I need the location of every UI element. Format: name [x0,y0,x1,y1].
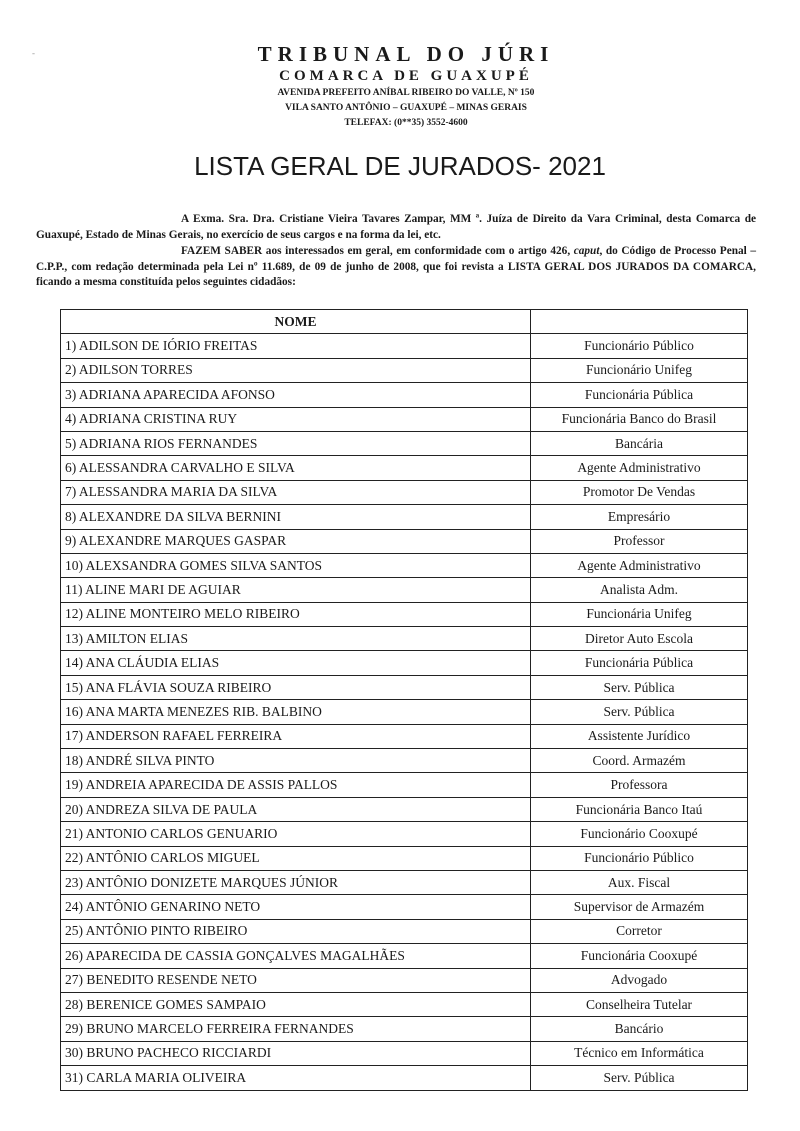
juror-name: 19) ANDREIA APARECIDA DE ASSIS PALLOS [61,773,531,797]
table-row [61,1017,748,1041]
table-row [61,358,748,382]
jurors-table [60,309,748,1091]
juror-name: 3) ADRIANA APARECIDA AFONSO [61,383,531,407]
table-row [61,383,748,407]
juror-occupation: Técnico em Informática [531,1041,748,1065]
table-row [61,553,748,577]
juror-occupation: Promotor De Vendas [531,480,748,504]
juror-name: 20) ANDREZA SILVA DE PAULA [61,797,531,821]
juror-name: 13) AMILTON ELIAS [61,627,531,651]
juror-name: 24) ANTÔNIO GENARINO NETO [61,895,531,919]
table-row [61,870,748,894]
juror-name: 9) ALEXANDRE MARQUES GASPAR [61,529,531,553]
district-name: COMARCA DE GUAXUPÉ [279,68,533,84]
juror-name: 14) ANA CLÁUDIA ELIAS [61,651,531,675]
table-row [61,602,748,626]
scan-speck: - [32,48,35,58]
juror-occupation: Corretor [531,919,748,943]
juror-occupation: Bancária [531,431,748,455]
juror-name: 22) ANTÔNIO CARLOS MIGUEL [61,846,531,870]
juror-name: 17) ANDERSON RAFAEL FERREIRA [61,724,531,748]
juror-occupation: Funcionário Público [531,334,748,358]
table-row [61,407,748,431]
table-row [61,968,748,992]
juror-occupation: Empresário [531,505,748,529]
juror-name: 23) ANTÔNIO DONIZETE MARQUES JÚNIOR [61,870,531,894]
juror-occupation: Funcionário Cooxupé [531,822,748,846]
table-row [61,431,748,455]
juror-occupation: Funcionária Banco Itaú [531,797,748,821]
juror-occupation: Supervisor de Armazém [531,895,748,919]
document-title: LISTA GERAL DE JURADOS- 2021 [194,151,606,181]
address-line: AVENIDA PREFEITO ANÍBAL RIBEIRO DO VALLE, Nº 150 [277,88,535,98]
table-row [61,797,748,821]
juror-name: 4) ADRIANA CRISTINA RUY [61,407,531,431]
court-name: TRIBUNAL DO JÚRI [257,42,555,66]
juror-occupation: Aux. Fiscal [531,870,748,894]
juror-occupation: Agente Administrativo [531,456,748,480]
juror-occupation: Professor [531,529,748,553]
table-row [61,724,748,748]
juror-occupation: Assistente Jurídico [531,724,748,748]
table-row [61,944,748,968]
table-header-row [61,310,748,334]
juror-occupation: Professora [531,773,748,797]
juror-occupation: Serv. Pública [531,675,748,699]
juror-occupation: Serv. Pública [531,700,748,724]
juror-name: 16) ANA MARTA MENEZES RIB. BALBINO [61,700,531,724]
juror-name: 10) ALEXSANDRA GOMES SILVA SANTOS [61,553,531,577]
column-header-occupation [531,310,748,334]
juror-occupation: Advogado [531,968,748,992]
table-row [61,1066,748,1090]
court-header [0,42,800,131]
juror-occupation: Coord. Armazém [531,749,748,773]
juror-name: 11) ALINE MARI DE AGUIAR [61,578,531,602]
juror-occupation: Funcionária Pública [531,383,748,407]
address-city: VILA SANTO ANTÔNIO – GUAXUPÉ – MINAS GERAIS [285,103,527,113]
juror-occupation: Agente Administrativo [531,553,748,577]
juror-name: 21) ANTONIO CARLOS GENUARIO [61,822,531,846]
juror-name: 26) APARECIDA DE CASSIA GONÇALVES MAGALHÃES [61,944,531,968]
table-row [61,505,748,529]
table-row [61,529,748,553]
juror-name: 18) ANDRÉ SILVA PINTO [61,749,531,773]
juror-occupation: Analista Adm. [531,578,748,602]
table-row [61,992,748,1016]
table-row [61,456,748,480]
table-row [61,627,748,651]
notice-paragraph: FAZEM SABER aos interessados em geral, em conformidade com o artigo 426, caput, do Código de Processo Penal – C.P.P., com redação determinada pela Lei nº 11.689, de 09 de junho de 2008, que foi revista a LISTA GERAL DOS JURADOS DA COMARCA, ficando a mesma constituída pelos seguintes cidadãos: [36,245,757,288]
juror-name: 28) BERENICE GOMES SAMPAIO [61,992,531,1016]
juror-name: 29) BRUNO MARCELO FERREIRA FERNANDES [61,1017,531,1041]
juror-name: 2) ADILSON TORRES [61,358,531,382]
juror-name: 5) ADRIANA RIOS FERNANDES [61,431,531,455]
juror-name: 15) ANA FLÁVIA SOUZA RIBEIRO [61,675,531,699]
table-row [61,675,748,699]
table-row [61,822,748,846]
table-row [61,334,748,358]
table-row [61,651,748,675]
juror-occupation: Conselheira Tutelar [531,992,748,1016]
table-row [61,846,748,870]
juror-name: 25) ANTÔNIO PINTO RIBEIRO [61,919,531,943]
juror-name: 31) CARLA MARIA OLIVEIRA [61,1066,531,1090]
table-row [61,895,748,919]
table-row [61,578,748,602]
juror-occupation: Bancário [531,1017,748,1041]
juror-name: 1) ADILSON DE IÓRIO FREITAS [61,334,531,358]
juror-occupation: Funcionário Público [531,846,748,870]
juror-name: 8) ALEXANDRE DA SILVA BERNINI [61,505,531,529]
table-row [61,700,748,724]
table-row [61,773,748,797]
table-row [61,749,748,773]
juror-occupation: Funcionária Unifeg [531,602,748,626]
notice-strong: FAZEM SABER [181,245,263,257]
table-row [61,919,748,943]
juror-occupation: Funcionária Cooxupé [531,944,748,968]
column-header-name: NOME [61,310,531,334]
juror-name: 7) ALESSANDRA MARIA DA SILVA [61,480,531,504]
juror-name: 6) ALESSANDRA CARVALHO E SILVA [61,456,531,480]
juror-occupation: Diretor Auto Escola [531,627,748,651]
juror-occupation: Funcionária Banco do Brasil [531,407,748,431]
table-row [61,1041,748,1065]
juror-occupation: Serv. Pública [531,1066,748,1090]
juror-name: 27) BENEDITO RESENDE NETO [61,968,531,992]
juror-name: 12) ALINE MONTEIRO MELO RIBEIRO [61,602,531,626]
table-row [61,480,748,504]
juror-occupation: Funcionária Pública [531,651,748,675]
intro-paragraph: A Exma. Sra. Dra. Cristiane Vieira Tavares Zampar, MM ª. Juíza de Direito da Vara Criminal, desta Comarca de Guaxupé, Estado de Minas Gerais, no exercício de seus cargos e na forma da lei, etc. [36,213,756,241]
juror-occupation: Funcionário Unifeg [531,358,748,382]
notice-italic: caput [573,245,600,257]
juror-name: 30) BRUNO PACHECO RICCIARDI [61,1041,531,1065]
telefax: TELEFAX: (0**35) 3552-4600 [344,118,468,128]
